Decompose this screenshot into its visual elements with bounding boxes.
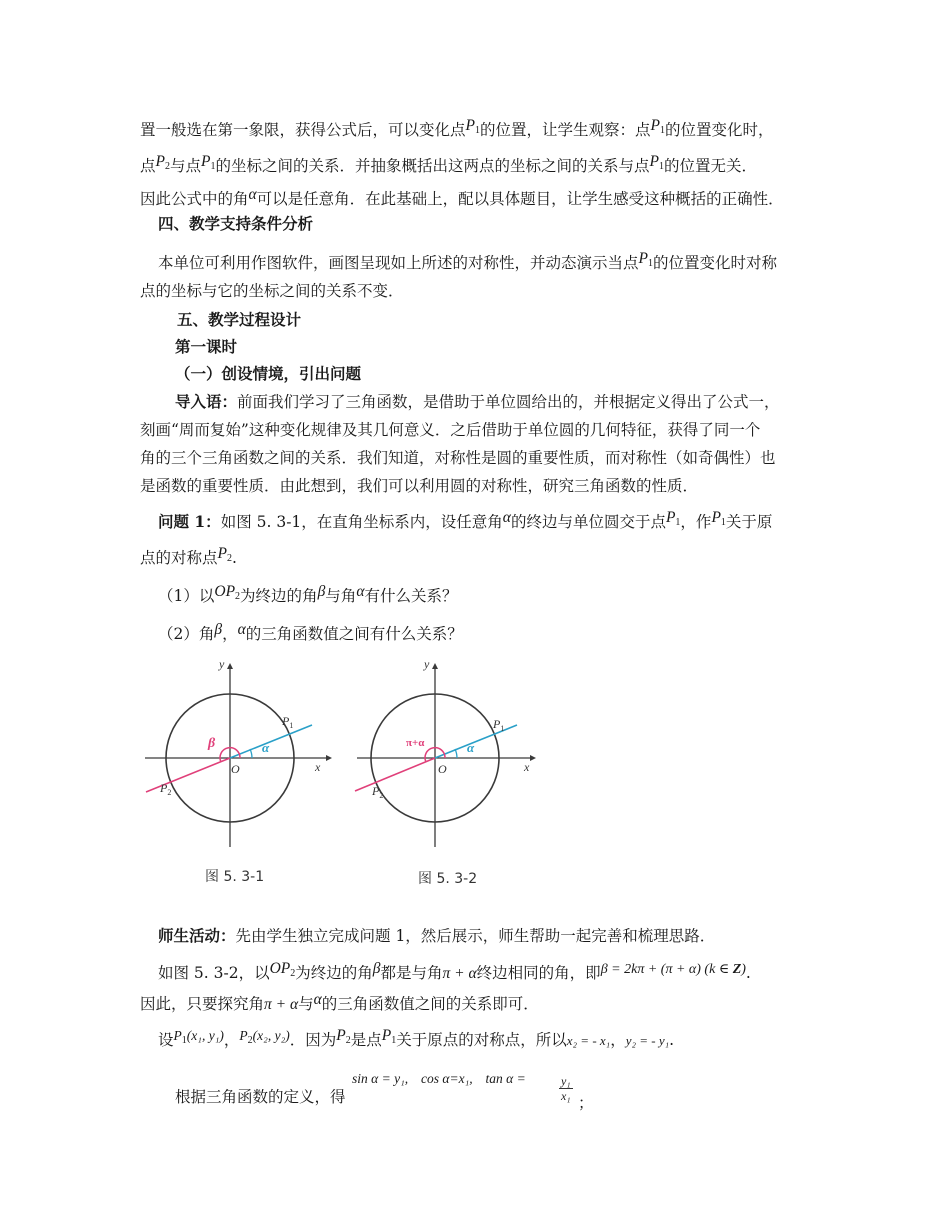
math-P1: $P_1$: [201, 153, 216, 172]
math-pi-plus-alpha: π + α: [442, 965, 477, 982]
semicolon: ；: [578, 1094, 594, 1112]
math-OP2: $OP_2$: [214, 583, 241, 602]
subsection-title: （一）创设情境，引出问题: [175, 364, 362, 383]
math-beta: β: [317, 583, 326, 600]
label-angle: π+α: [406, 737, 425, 749]
y-axis-arrow: [432, 663, 438, 669]
text: 有什么关系？: [364, 587, 458, 605]
label-x: x: [524, 760, 530, 774]
terminal-side-p2: [146, 758, 230, 792]
math-P2: $P_2$: [217, 545, 232, 564]
q1-sub1: [158, 583, 458, 612]
text: 可以是任意角．在此基础上，配以具体题目，让学生感受这种概括的正确性．: [256, 190, 784, 208]
text: 的终边与单位圆交于点: [510, 513, 666, 531]
fraction-numerator: y₁: [561, 1074, 571, 1088]
math-P1: $P_1$: [649, 153, 664, 172]
text: 如图 5. 3-2，以: [158, 964, 270, 982]
math-P1: $P_1$: [665, 509, 681, 528]
intro-label: 导入语：: [175, 392, 238, 411]
text: 都是与角: [380, 964, 443, 982]
math-beta: β: [372, 960, 381, 977]
text: ，: [223, 1031, 240, 1049]
text: ，: [222, 625, 238, 643]
math-OP2: $OP_2$: [269, 960, 296, 979]
text: 置一般选在第一象限，获得公式后，可以变化点: [140, 121, 466, 139]
text: 先由学生独立完成问题 1，然后展示，师生帮助一起完善和梳理思路．: [235, 927, 716, 945]
text: 的位置无关．: [663, 157, 757, 175]
intro-line3: 角的三个三角函数之间的关系．我们知道，对称性是圆的重要性质，而对称性（如奇偶性）也: [140, 449, 776, 467]
text: 点: [140, 157, 156, 175]
math-P2: $P_2$: [155, 153, 170, 172]
text: 的位置变化时，: [664, 121, 774, 139]
text: 与点: [169, 157, 201, 175]
x-axis-arrow: [326, 755, 332, 761]
math-tan-fraction: [559, 1074, 573, 1103]
math-P1-coords: $P_1(x_1$, y₁): [173, 1028, 224, 1046]
math-P1: $P_1$: [638, 250, 653, 269]
q1-label: 问题 1：: [158, 512, 221, 531]
label-alpha: α: [262, 740, 270, 755]
activity-line1: [158, 960, 751, 989]
text: 与角: [325, 587, 357, 605]
math-P1: $P_1$: [711, 509, 726, 528]
figure-5-3-1: [140, 655, 340, 855]
lesson-title: 第一课时: [175, 337, 238, 356]
math-beta-formula: β = 2kπ + (π + α) (k ∈ Z): [600, 962, 746, 977]
text: 的位置变化时对称: [652, 254, 777, 272]
label-alpha: α: [467, 740, 475, 755]
text: 点的对称点: [140, 549, 218, 567]
text: 为终边的角: [240, 587, 318, 605]
label-p1: $P_1$: [282, 714, 294, 730]
terminal-side-p1: [435, 725, 517, 758]
intro-line2: 刻画“周而复始”这种变化规律及其几何意义．之后借助于单位圆的几何特征，获得了同一个: [140, 421, 761, 439]
text: 设: [158, 1031, 174, 1049]
text: 关于原点的对称点，所以: [396, 1031, 567, 1049]
math-P1: $P_1$: [465, 117, 480, 136]
terminal-side-p2: [355, 758, 435, 791]
text: 因此，只要探究角: [140, 995, 265, 1013]
label-p1: $P_1$: [493, 717, 505, 733]
label-angle: β: [208, 736, 216, 751]
text: （2）角: [158, 625, 215, 643]
figure-caption-2: 图 5. 3-2: [418, 871, 478, 887]
q1-line2: [140, 545, 237, 574]
math-alpha: α: [237, 621, 246, 638]
text: 的坐标之间的关系．并抽象概括出这两点的坐标之间的关系与点: [215, 157, 650, 175]
alpha-arc: [250, 749, 252, 758]
text: 的三角函数值之间有什么关系？: [245, 625, 463, 643]
label-x: x: [315, 760, 321, 774]
terminal-side-p1: [230, 725, 312, 758]
text: .: [231, 549, 237, 567]
text: 前面我们学习了三角函数，是借助于单位圆给出的，并根据定义得出了公式一，: [237, 393, 780, 411]
math-P1: $P_1$: [650, 117, 665, 136]
activity-line3: [158, 1027, 675, 1056]
math-y2-eq: y₂ = - y₁: [625, 1033, 670, 1048]
label-origin: O: [438, 762, 447, 776]
text: .: [669, 1031, 675, 1049]
text: ，作: [680, 513, 712, 531]
text: （1）以: [158, 587, 215, 605]
text: 关于原: [725, 513, 773, 531]
fraction-denominator: x₁: [561, 1089, 571, 1103]
math-alpha: α: [356, 583, 365, 600]
label-p2: $P_2$: [372, 784, 384, 800]
para1-line3: [140, 186, 784, 210]
activity-line: [158, 926, 715, 946]
text: 与: [298, 995, 314, 1013]
intro-line1: [175, 392, 780, 412]
figure-5-3-2: [352, 655, 552, 855]
math-P2-coords: $P_2(x_2$, y₂): [239, 1028, 290, 1046]
intro-line4: 是函数的重要性质．由此想到，我们可以利用圆的对称性，研究三角函数的性质．: [140, 477, 699, 495]
text: 本单位可利用作图软件，画图呈现如上所述的对称性，并动态演示当点: [158, 254, 639, 272]
figure-caption-1: 图 5. 3-1: [205, 869, 265, 885]
para2-line2: 点的坐标与它的坐标之间的关系不变．: [140, 282, 404, 300]
q1-line1: [158, 509, 773, 538]
math-cos-def: cos α=x₁,: [421, 1071, 473, 1086]
text: 的三角函数值之间的关系即可．: [321, 995, 539, 1013]
text: 为终边的角: [295, 964, 373, 982]
y-axis-arrow: [227, 663, 233, 669]
math-P1: $P_1$: [381, 1027, 397, 1046]
math-alpha: α: [313, 991, 322, 1008]
section-heading-5: 五、教学过程设计: [177, 310, 302, 329]
text: 根据三角函数的定义，得: [175, 1088, 346, 1106]
text: ，: [610, 1031, 626, 1049]
x-axis-arrow: [530, 755, 536, 761]
text: 的位置，让学生观察：点: [479, 121, 651, 139]
math-sin-def: sin α = y₁,: [352, 1071, 409, 1086]
text: ．因为: [289, 1031, 337, 1049]
label-y: y: [219, 657, 225, 671]
label-y: y: [424, 657, 430, 671]
text: 是点: [350, 1031, 382, 1049]
math-P2: $P_2$: [336, 1027, 351, 1046]
para2-line1: [158, 250, 777, 279]
activity-line2: [140, 991, 539, 1015]
label-p2: $P_2$: [160, 781, 172, 797]
para1-line1: [140, 117, 774, 146]
q1-sub2: [158, 621, 463, 645]
activity-line4: [175, 1087, 346, 1107]
text: 因此公式中的角: [140, 190, 249, 208]
text: 如图 5. 3-1，在直角坐标系内，设任意角: [220, 513, 503, 531]
math-alpha: α: [502, 509, 511, 526]
math-x2-eq: x₂ = - x₁: [566, 1033, 611, 1048]
section-heading-4: 四、教学支持条件分析: [158, 214, 314, 233]
alpha-arc: [455, 749, 457, 758]
math-pi-plus-alpha: π + α: [264, 996, 299, 1013]
math-beta: β: [214, 621, 223, 638]
label-origin: O: [231, 762, 240, 776]
math-alpha: α: [248, 186, 257, 203]
math-tan-def: tan α =: [485, 1071, 526, 1086]
text: .: [745, 964, 751, 982]
activity-label: 师生活动：: [158, 926, 236, 945]
text: 终边相同的角，即: [476, 964, 601, 982]
para1-line2: [140, 153, 757, 182]
trig-definitions: [352, 1069, 526, 1089]
